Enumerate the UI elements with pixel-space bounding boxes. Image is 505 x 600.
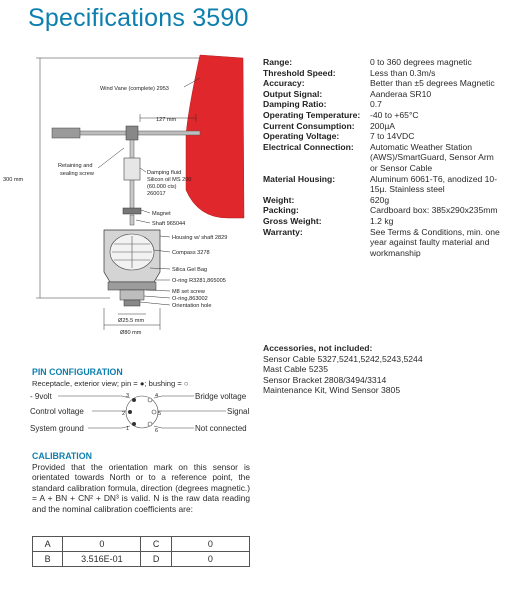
- label-80mm: Ø80 mm: [120, 330, 142, 336]
- pin-marker: [128, 410, 132, 414]
- spec-row: [263, 174, 501, 195]
- table-cell: A: [33, 537, 63, 552]
- spec-value: Better than ±5 degrees Magnetic: [370, 78, 495, 89]
- spec-label: Threshold Speed:: [263, 67, 336, 78]
- pin-number: 6: [155, 428, 159, 434]
- base-ring: [108, 282, 156, 290]
- label-magnet: Magnet: [152, 211, 171, 217]
- sensor-diagram: [0, 40, 262, 340]
- spec-label: Damping Ratio:: [263, 99, 327, 110]
- spec-row: [263, 227, 501, 259]
- list-item: Maintenance Kit, Wind Sensor 3805: [263, 385, 401, 396]
- label-m8: M8 set screw: [172, 289, 205, 295]
- pin-number: 2: [122, 411, 126, 417]
- pin-label-control: Control voltage: [30, 407, 84, 416]
- calibration-heading: CALIBRATION: [32, 451, 92, 461]
- base-connector: [120, 290, 144, 300]
- spec-value: 1.2 kg: [370, 215, 394, 226]
- damping-chamber: [124, 158, 140, 180]
- base-stem: [124, 300, 140, 306]
- pin-config-heading: PIN CONFIGURATION: [32, 367, 123, 377]
- list-item: Sensor Cable 5327,5241,5242,5243,5244: [263, 353, 423, 364]
- spec-value: 200µA: [370, 120, 396, 131]
- label-retaining-2: sealing screw: [60, 171, 94, 177]
- spec-label: Output Signal:: [263, 88, 323, 99]
- spec-row: [263, 57, 501, 68]
- shaft-top: [130, 215, 134, 225]
- label-damping-1: Damping fluid: [147, 170, 182, 176]
- table-cell: 0: [63, 537, 141, 552]
- spec-list: [263, 57, 501, 258]
- spec-value: 620g: [370, 194, 390, 205]
- table-cell: D: [141, 552, 171, 567]
- label-oring-1: O-ring R3281,865005: [172, 278, 226, 284]
- table-cell: 0: [171, 537, 249, 552]
- spec-label: Current Consumption:: [263, 120, 355, 131]
- table-cell: 3.516E-01: [63, 552, 141, 567]
- spec-row: [263, 110, 501, 121]
- pin-number: 5: [158, 411, 162, 417]
- counterweight: [52, 128, 80, 138]
- spec-value: 7 to 14VDC: [370, 131, 415, 142]
- spec-label: Accuracy:: [263, 78, 305, 89]
- spec-value: See Terms & Conditions, min. one year against faulty material and workmanship: [370, 226, 500, 258]
- spec-row: [263, 205, 501, 216]
- spec-label: Operating Temperature:: [263, 109, 361, 120]
- pin-label-ground: System ground: [30, 424, 84, 433]
- table-row: [33, 537, 250, 552]
- hub: [126, 126, 138, 140]
- vane-arm: [78, 131, 200, 135]
- list-item: Mast Cable 5235: [263, 364, 328, 375]
- pin-diagram: [30, 388, 255, 438]
- label-300mm: 300 mm: [3, 177, 24, 183]
- pin-marker: [132, 398, 136, 402]
- pin-label-9volt: - 9volt: [30, 392, 52, 401]
- pin-label-signal: Signal: [227, 407, 250, 416]
- bushing-marker: [148, 422, 152, 426]
- spec-row: [263, 216, 501, 227]
- table-cell: C: [141, 537, 171, 552]
- accessories-title: Accessories, not included:: [263, 343, 373, 353]
- label-127mm: 127 mm: [156, 117, 177, 123]
- spec-value: 0.7: [370, 99, 382, 110]
- bushing-marker: [152, 410, 156, 414]
- spec-label: Gross Weight:: [263, 215, 322, 226]
- coefficient-table: [32, 536, 250, 567]
- bushing-marker: [148, 398, 152, 402]
- table-cell: 0: [171, 552, 249, 567]
- spec-row: [263, 89, 501, 100]
- spec-row: [263, 78, 501, 89]
- magnet-part: [123, 208, 141, 214]
- spec-label: Packing:: [263, 205, 299, 216]
- spec-value: Cardboard box: 385x290x235mm: [370, 205, 498, 216]
- spec-label: Material Housing:: [263, 173, 336, 184]
- spec-value: Automatic Weather Station (AWS)/SmartGuard, Sensor Arm or Sensor Cable: [370, 141, 494, 173]
- pin-label-nc: Not connected: [195, 424, 247, 433]
- vane-fin: [186, 55, 244, 218]
- list-item: Sensor Bracket 2808/3494/3314: [263, 374, 387, 385]
- spec-row: [263, 195, 501, 206]
- spec-row: [263, 142, 501, 174]
- spec-value: Aluminum 6061-T6, anodized 10-15µ. Stainless steel: [370, 173, 498, 195]
- label-wind-vane: Wind Vane (complete) 2953: [100, 86, 169, 92]
- label-silica: Silica Gel Bag: [172, 267, 208, 273]
- spec-row: [263, 99, 501, 110]
- label-damping-4: 260017: [147, 191, 166, 197]
- label-damping-3: (60.000 cts): [147, 184, 177, 190]
- accessories-list: [263, 343, 503, 396]
- spec-label: Warranty:: [263, 226, 303, 237]
- spec-value: 0 to 360 degrees magnetic: [370, 57, 472, 67]
- spec-label: Range:: [263, 57, 293, 67]
- pin-config-subtitle: Receptacle, exterior view; pin = ●; bushing = ○: [32, 379, 189, 388]
- spec-label: Electrical Connection:: [263, 141, 354, 152]
- spec-value: Less than 0.3m/s: [370, 67, 436, 78]
- label-retaining-1: Retaining and: [58, 163, 93, 169]
- table-row: [33, 552, 250, 567]
- label-damping-2: Silicon oil MS 200: [147, 177, 192, 183]
- spec-label: Operating Voltage:: [263, 131, 340, 142]
- table-cell: B: [33, 552, 63, 567]
- label-orientation: Orientation hole: [172, 303, 212, 309]
- spec-row: [263, 121, 501, 132]
- spec-label: Weight:: [263, 194, 295, 205]
- spec-value: Aanderaa SR10: [370, 88, 432, 99]
- label-compass: Compass 3278: [172, 250, 210, 256]
- label-25mm: Ø25.5 mm: [118, 318, 145, 324]
- label-shaft: Shaft 965044: [152, 221, 186, 227]
- pin-marker: [132, 422, 136, 426]
- pin-number: 3: [126, 393, 130, 399]
- pin-number: 1: [126, 426, 130, 432]
- spec-row: [263, 131, 501, 142]
- spec-value: -40 to +65°C: [370, 109, 419, 120]
- spec-row: [263, 68, 501, 79]
- pin-label-bridge: Bridge voltage: [195, 392, 247, 401]
- calibration-text: Provided that the orientation mark on this sensor is orientated towards North or to a reference point, the standard calibration formula, direction (degrees magnetic.) = A + BN + CN² + DN³ is valid. N is the raw data reading and the nominal calibration coefficients are:: [32, 462, 250, 514]
- pin-number: 4: [155, 393, 159, 399]
- label-housing: Housing w/ shaft 2829: [172, 235, 228, 241]
- page-title: Specifications 3590: [28, 4, 249, 32]
- label-oring-2: O-ring,863002: [172, 296, 208, 302]
